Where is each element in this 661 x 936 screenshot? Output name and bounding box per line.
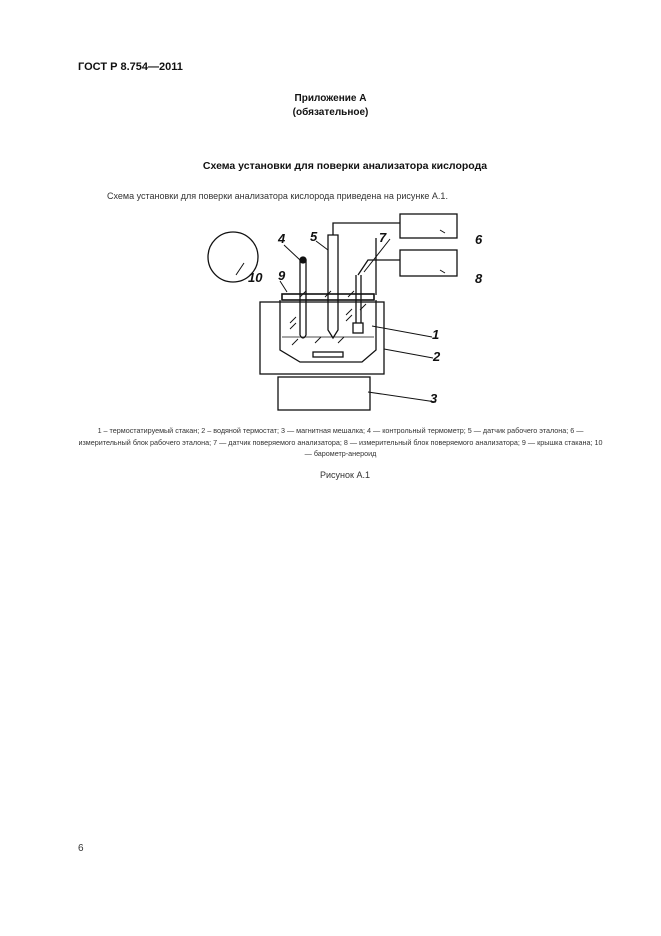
callout-6: 6 [475, 232, 483, 247]
stirrer-bar [313, 352, 343, 357]
figure-legend: 1 – термостатируемый стакан; 2 – водяной термостат; 3 — магнитная мешалка; 4 — контрольный термометр; 5 — датчик рабочего эталона; 6 — измерительный блок рабочего эталона; 7 — датчик поверяемого анализатора; 8 — измерительный блок поверяемого анализатора; 9 — крышка стакана; 10 — барометр-анероид [78, 426, 603, 458]
analyzer-sensor-head [353, 323, 363, 333]
appendix-title: Приложение А [294, 93, 367, 104]
cable-reference [333, 223, 400, 235]
callout-8: 8 [475, 271, 483, 286]
reference-sensor [328, 235, 338, 338]
callout-7: 7 [379, 230, 387, 245]
magnetic-stirrer [278, 377, 370, 410]
appendix-heading [0, 92, 661, 120]
thermometer-top [300, 257, 306, 263]
analyzer-sensor [356, 275, 361, 323]
leader-lines [236, 230, 445, 402]
callout-5: 5 [310, 229, 318, 244]
callout-2: 2 [433, 349, 441, 364]
page-number: 6 [78, 843, 84, 854]
figure-callouts [248, 229, 483, 406]
section-title: Схема установки для поверки анализатора кислорода [202, 160, 488, 172]
appendix-status: (обязательное) [292, 107, 369, 118]
callout-9: 9 [278, 268, 286, 283]
measuring-block-analyzer [400, 250, 457, 276]
figure-caption: Рисунок А.1 [320, 470, 370, 480]
callout-4: 4 [278, 231, 286, 246]
document-header: ГОСТ Р 8.754—2011 [78, 61, 183, 73]
cable-analyzer [358, 260, 400, 275]
callout-1: 1 [432, 327, 440, 342]
control-thermometer [300, 260, 306, 338]
callout-3: 3 [430, 391, 438, 406]
callout-10: 10 [248, 270, 263, 285]
intro-paragraph: Схема установки для поверки анализатора кислорода приведена на рисунке А.1. [107, 191, 448, 201]
measuring-block-reference [400, 214, 457, 238]
setup-diagram [190, 205, 490, 415]
water-thermostat [260, 302, 384, 374]
